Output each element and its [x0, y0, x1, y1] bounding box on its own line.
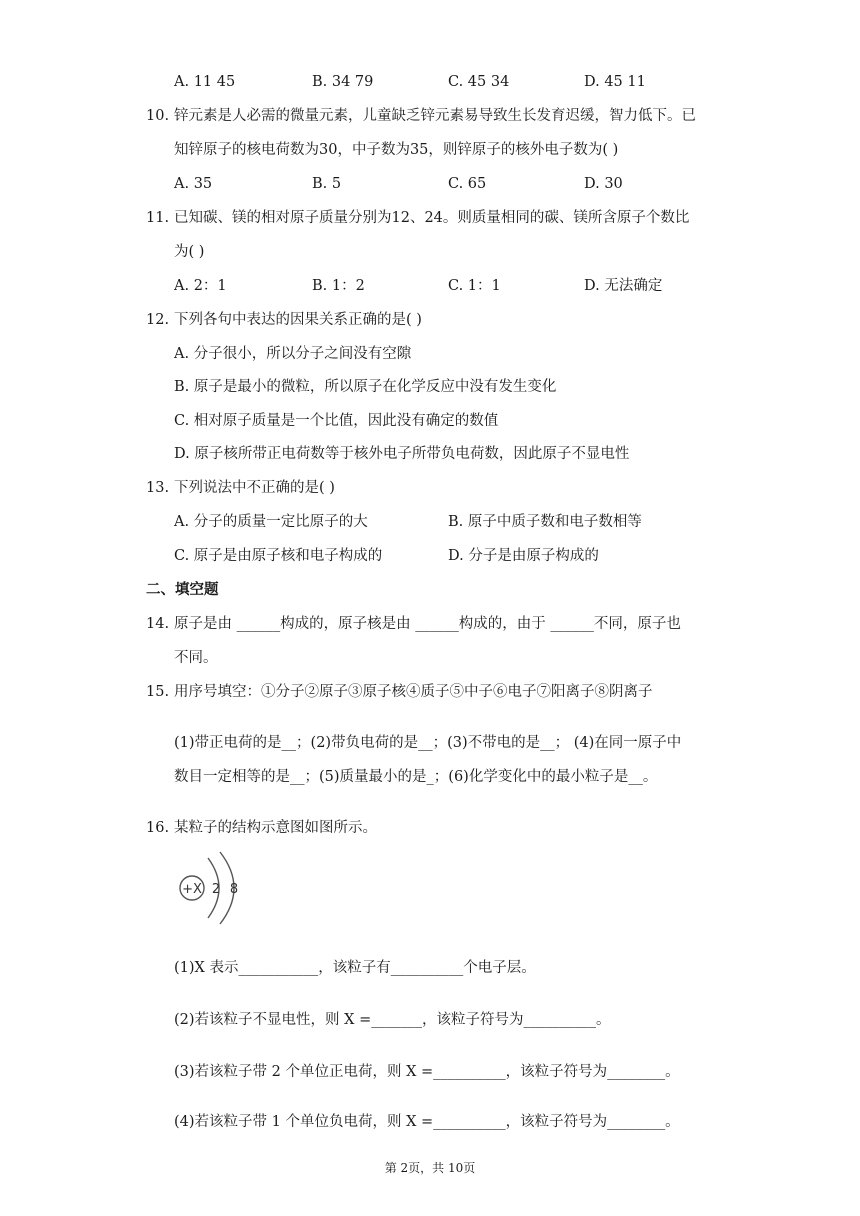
question-number: 12. — [146, 312, 170, 328]
question-stem: 下列说法中不正确的是( ) — [174, 480, 335, 496]
shell-electron-count: 2 — [211, 882, 221, 897]
question-stem-line-1: 锌元素是人必需的微量元素，儿童缺乏锌元素易导致生长发育迟缓，智力低下。已 — [174, 108, 696, 124]
q9-option-d: D. 45 11 — [584, 74, 646, 90]
subquestion-3: (3)若该粒子带 2 个单位正电荷，则 X =__________，该粒子符号为________。 — [174, 1064, 680, 1080]
q12-option-a: A. 分子很小，所以分子之间没有空隙 — [174, 346, 412, 362]
question-stem-line-2: 不同。 — [174, 650, 218, 666]
question-stem-line-2: 为( ) — [174, 244, 205, 260]
q13-option-c: C. 原子是由原子核和电子构成的 — [174, 548, 383, 564]
question-number: 11. — [146, 210, 170, 226]
q11-option-d: D. 无法确定 — [584, 278, 663, 294]
question-stem-line-1: 已知碳、镁的相对原子质量分别为12、24。则质量相同的碳、镁所含原子个数比 — [174, 210, 690, 226]
question-stem-line-2: 知锌原子的核电荷数为30，中子数为35，则锌原子的核外电子数为( ) — [174, 142, 619, 158]
q10-option-d: D. 30 — [584, 176, 623, 192]
q10-option-b: B. 5 — [312, 176, 342, 192]
question-subline-2: 数目一定相等的是__；(5)质量最小的是_；(6)化学变化中的最小粒子是__。 — [174, 769, 658, 785]
question-number: 13. — [146, 480, 170, 496]
q10-option-c: C. 65 — [448, 176, 487, 192]
subquestion-4: (4)若该粒子带 1 个单位负电荷，则 X =__________，该粒子符号为________。 — [174, 1114, 680, 1130]
page-footer: 第 2页，共 10页 — [384, 1161, 476, 1175]
shell-electron-count: 8 — [229, 882, 239, 897]
question-stem: 下列各句中表达的因果关系正确的是( ) — [174, 312, 422, 328]
q13-option-b: B. 原子中质子数和电子数相等 — [448, 514, 642, 530]
q11-option-b: B. 1：2 — [312, 278, 365, 294]
q12-option-d: D. 原子核所带正电荷数等于核外电子所带负电荷数，因此原子不显电性 — [174, 446, 630, 462]
question-stem-line-1: 原子是由 ______构成的，原子核是由 ______构成的，由于 ______不同，原子也 — [174, 616, 681, 632]
q11-option-c: C. 1：1 — [448, 278, 501, 294]
question-stem: 用序号填空：①分子②原子③原子核④质子⑤中子⑥电子⑦阳离子⑧阴离子 — [174, 684, 653, 700]
q10-option-a: A. 35 — [174, 176, 213, 192]
q12-option-c: C. 相对原子质量是一个比值，因此没有确定的数值 — [174, 413, 499, 429]
q9-option-c: C. 45 34 — [448, 74, 510, 90]
q12-option-b: B. 原子是最小的微粒，所以原子在化学反应中没有发生变化 — [174, 379, 557, 395]
question-number: 15. — [146, 684, 170, 700]
subquestion-1: (1)X 表示___________，该粒子有__________个电子层。 — [174, 960, 536, 976]
section-heading: 二、填空题 — [146, 582, 219, 598]
nucleus-label: +X — [182, 882, 202, 897]
q13-option-d: D. 分子是由原子构成的 — [448, 548, 599, 564]
question-number: 10. — [146, 108, 170, 124]
q9-option-b: B. 34 79 — [312, 74, 374, 90]
question-stem: 某粒子的结构示意图如图所示。 — [174, 820, 377, 836]
q11-option-a: A. 2：1 — [174, 278, 227, 294]
atomic-structure-diagram — [172, 846, 252, 928]
question-number: 14. — [146, 616, 170, 632]
question-number: 16. — [146, 820, 170, 836]
q9-option-a: A. 11 45 — [174, 74, 236, 90]
q13-option-a: A. 分子的质量一定比原子的大 — [174, 514, 368, 530]
subquestion-2: (2)若该粒子不显电性，则 X =_______，该粒子符号为__________。 — [174, 1012, 611, 1028]
question-subline-1: (1)带正电荷的是__；(2)带负电荷的是__；(3)不带电的是__； (4)在同一原子中 — [174, 735, 682, 751]
